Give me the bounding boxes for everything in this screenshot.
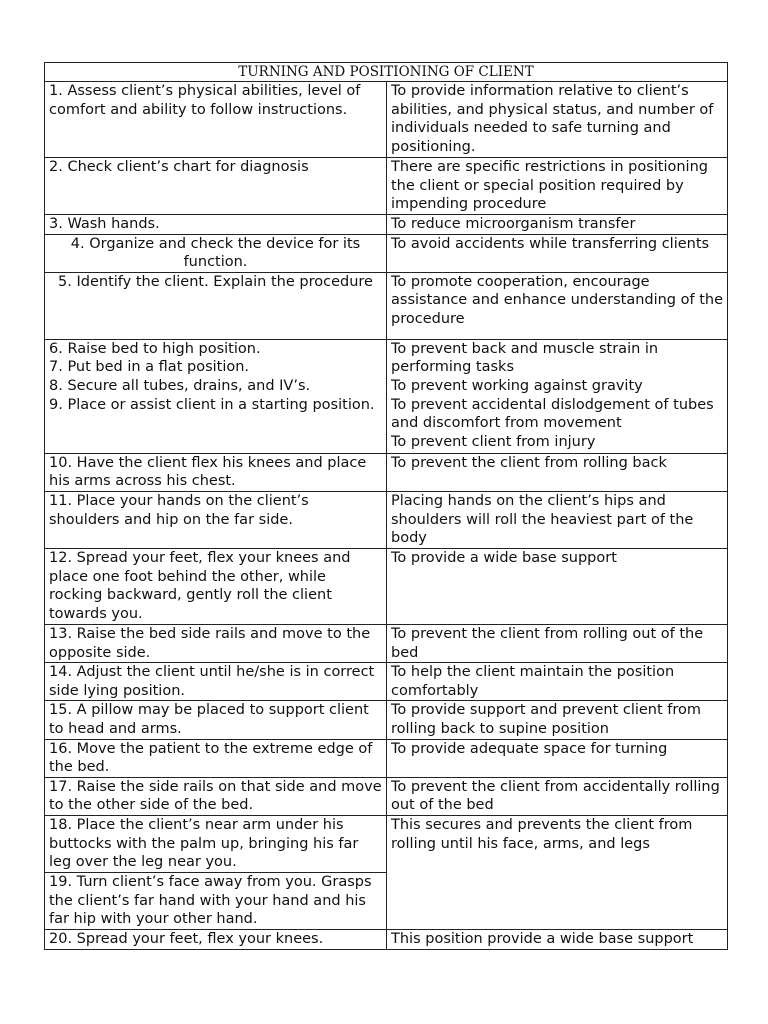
step-cell: 1. Assess client’s physical abilities, level of comfort and ability to follow instructions. <box>45 82 387 158</box>
rationale-cell: Placing hands on the client’s hips and shoulders will roll the heaviest part of the body <box>387 491 728 548</box>
procedure-table <box>44 62 728 950</box>
step-cell: 19. Turn client’s face away from you. Grasps the client’s far hand with your hand and his far hip with your other hand. <box>45 872 387 929</box>
rationale-cell-group <box>387 339 728 453</box>
step-cell: 4. Organize and check the device for its function. <box>45 234 387 272</box>
step-cell: 14. Adjust the client until he/she is in correct side lying position. <box>45 663 387 701</box>
rationale-cell: To provide adequate space for turning <box>387 739 728 777</box>
step-cell: 10. Have the client flex his knees and place his arms across his chest. <box>45 453 387 491</box>
table-row <box>45 234 728 272</box>
step-cell: 5. Identify the client. Explain the procedure <box>45 272 387 339</box>
rationale-line: To prevent client from injury <box>391 433 596 450</box>
table-row <box>45 453 728 491</box>
step-cell: 2. Check client’s chart for diagnosis <box>45 158 387 215</box>
table-row <box>45 158 728 215</box>
step-cell: 12. Spread your feet, flex your knees and place one foot behind the other, while rocking backward, gently roll the client towards you. <box>45 548 387 624</box>
step-cell: 17. Raise the side rails on that side and move to the other side of the bed. <box>45 777 387 815</box>
rationale-cell: To help the client maintain the position comfortably <box>387 663 728 701</box>
rationale-cell: To avoid accidents while transferring clients <box>387 234 728 272</box>
table-row <box>45 777 728 815</box>
table-title-row <box>45 63 728 82</box>
step-cell: 3. Wash hands. <box>45 215 387 235</box>
rationale-cell: To promote cooperation, encourage assistance and enhance understanding of the procedure <box>387 272 728 339</box>
step-cell: 20. Spread your feet, flex your knees. <box>45 929 387 949</box>
table-row <box>45 663 728 701</box>
rationale-cell: To reduce microorganism transfer <box>387 215 728 235</box>
rationale-cell: There are specific restrictions in positioning the client or special position required by impending procedure <box>387 158 728 215</box>
step-cell: 18. Place the client’s near arm under his buttocks with the palm up, bringing his far leg over the leg near you. <box>45 815 387 872</box>
table-row <box>45 272 728 339</box>
rationale-line: To prevent back and muscle strain in performing tasks <box>391 340 659 376</box>
rationale-cell: To provide information relative to client’s abilities, and physical status, and number of individuals needed to safe turning and positioning. <box>387 82 728 158</box>
table-row <box>45 815 728 872</box>
step-cell: 16. Move the patient to the extreme edge of the bed. <box>45 739 387 777</box>
table-row <box>45 548 728 624</box>
step-cell: 11. Place your hands on the client’s shoulders and hip on the far side. <box>45 491 387 548</box>
table-title: TURNING AND POSITIONING OF CLIENT <box>45 63 728 82</box>
step-line: 7. Put bed in a flat position. <box>49 359 250 376</box>
table-row <box>45 929 728 949</box>
step-line: 6. Raise bed to high position. <box>49 340 261 357</box>
rationale-line: To prevent working against gravity <box>391 377 643 394</box>
rationale-line: To prevent accidental dislodgement of tubes and discomfort from movement <box>391 396 714 432</box>
rationale-cell: To provide support and prevent client from rolling back to supine position <box>387 701 728 739</box>
rationale-cell: To prevent the client from accidentally rolling out of the bed <box>387 777 728 815</box>
table-row <box>45 339 728 453</box>
step-cell: 15. A pillow may be placed to support client to head and arms. <box>45 701 387 739</box>
table-row <box>45 82 728 158</box>
rationale-cell: To provide a wide base support <box>387 548 728 624</box>
table-row <box>45 491 728 548</box>
step-line: 9. Place or assist client in a starting position. <box>49 396 375 413</box>
rationale-cell: This position provide a wide base support <box>387 929 728 949</box>
table-row <box>45 215 728 235</box>
step-line: 8. Secure all tubes, drains, and IV’s. <box>49 377 311 394</box>
table-row <box>45 624 728 662</box>
rationale-cell: To prevent the client from rolling out of the bed <box>387 624 728 662</box>
step-cell: 13. Raise the bed side rails and move to the opposite side. <box>45 624 387 662</box>
rationale-cell: This secures and prevents the client from rolling until his face, arms, and legs <box>387 815 728 929</box>
table-row <box>45 701 728 739</box>
table-row <box>45 739 728 777</box>
rationale-cell: To prevent the client from rolling back <box>387 453 728 491</box>
step-cell-group <box>45 339 387 453</box>
